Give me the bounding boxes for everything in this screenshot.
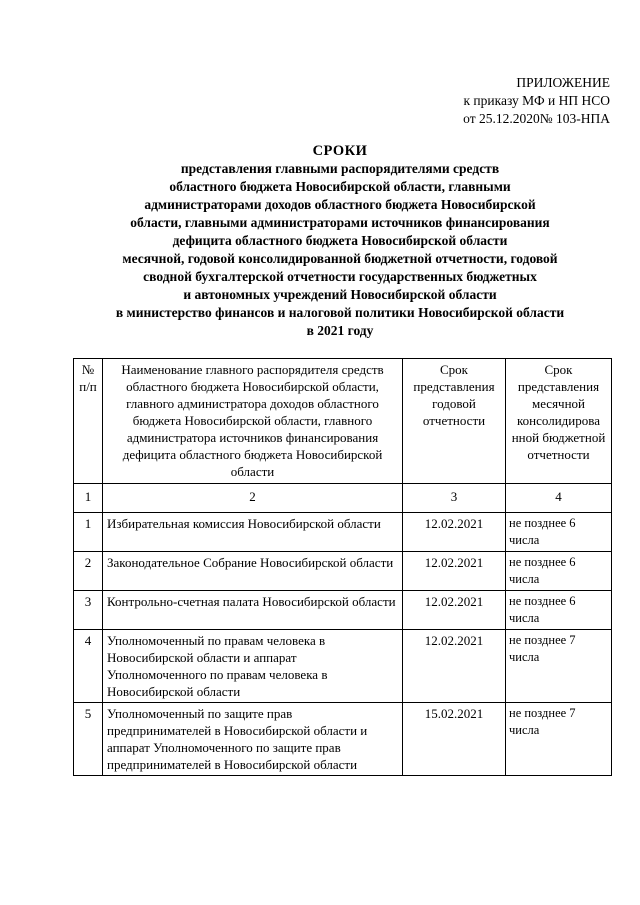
title-line: в министерство финансов и налоговой политики Новосибирской области: [115, 305, 565, 320]
table-row: [74, 591, 612, 630]
row-number: 4: [74, 630, 103, 703]
title-line: сводной бухгалтерской отчетности государственных бюджетных: [143, 269, 537, 284]
header-monthly-deadline: Срок представления месячной консолидирова нной бюджетной отчетности: [506, 359, 612, 484]
row-name: Уполномоченный по правам человека в Новосибирской области и аппарат Уполномоченного по правам человека в Новосибирской области: [103, 630, 403, 703]
header-name: Наименование главного распорядителя средств областного бюджета Новосибирской области, главного администратора доходов областного бюджета Новосибирской области, главного администратора источников финансирования дефицита областного бюджета Новосибирской области: [103, 359, 403, 484]
column-number: 1: [74, 484, 103, 513]
deadlines-table: [73, 358, 612, 776]
title-line: представления главными распорядителями средств: [180, 161, 500, 176]
title-line: и автономных учреждений Новосибирской области: [183, 287, 497, 302]
row-monthly-deadline: не позднее 6 числа: [506, 552, 612, 591]
title-line: областного бюджета Новосибирской области, главными: [169, 179, 511, 194]
row-number: 3: [74, 591, 103, 630]
row-number: 2: [74, 552, 103, 591]
approval-line-3: от 25.12.2020№ 103-НПА: [463, 111, 610, 126]
row-number: 1: [74, 513, 103, 552]
row-name: Законодательное Собрание Новосибирской области: [103, 552, 403, 591]
row-annual-deadline: 15.02.2021: [403, 703, 506, 776]
approval-line-1: ПРИЛОЖЕНИЕ: [516, 75, 610, 90]
title-line: дефицита областного бюджета Новосибирской области: [172, 233, 508, 248]
title-line: администраторами доходов областного бюджета Новосибирской: [144, 197, 536, 212]
header-number: № п/п: [74, 359, 103, 484]
table-row: [74, 630, 612, 703]
title-line: месячной, годовой консолидированной бюджетной отчетности, годовой: [122, 251, 558, 266]
table-row: [74, 552, 612, 591]
row-name: Уполномоченный по защите прав предпринимателей в Новосибирской области и аппарат Уполномоченного по защите прав предпринимателей в Новосибирской области: [103, 703, 403, 776]
approval-line-2: к приказу МФ и НП НСО: [463, 93, 610, 108]
row-monthly-deadline: не позднее 7 числа: [506, 703, 612, 776]
row-monthly-deadline: не позднее 7 числа: [506, 630, 612, 703]
title-main: СРОКИ: [312, 143, 368, 159]
title-line: в 2021 году: [306, 323, 374, 338]
column-number: 2: [103, 484, 403, 513]
table-row: [74, 513, 612, 552]
row-annual-deadline: 12.02.2021: [403, 552, 506, 591]
row-name: Контрольно-счетная палата Новосибирской области: [103, 591, 403, 630]
row-number: 5: [74, 703, 103, 776]
title-subtitle: [40, 160, 640, 340]
row-annual-deadline: 12.02.2021: [403, 513, 506, 552]
row-monthly-deadline: не позднее 6 числа: [506, 513, 612, 552]
row-name: Избирательная комиссия Новосибирской области: [103, 513, 403, 552]
header-annual-deadline: Срок представления годовой отчетности: [403, 359, 506, 484]
table-row: [74, 703, 612, 776]
title-line: области, главными администраторами источников финансирования: [130, 215, 550, 230]
table-header-row: [74, 359, 612, 484]
column-number: 3: [403, 484, 506, 513]
column-numbers-row: [74, 484, 612, 513]
row-annual-deadline: 12.02.2021: [403, 630, 506, 703]
document-title: [40, 142, 640, 340]
column-number: 4: [506, 484, 612, 513]
approval-stamp: [463, 74, 610, 128]
row-monthly-deadline: не позднее 6 числа: [506, 591, 612, 630]
row-annual-deadline: 12.02.2021: [403, 591, 506, 630]
